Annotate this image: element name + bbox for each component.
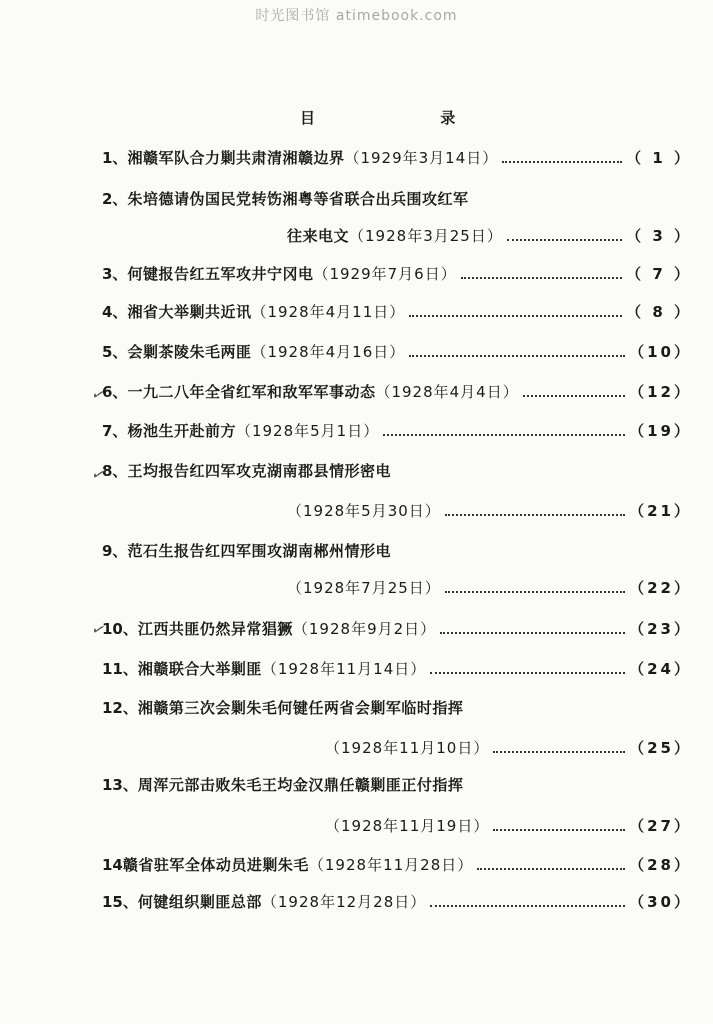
dot-leader [409,315,622,317]
watermark: 时光图书馆 atimebook.com [255,8,458,24]
toc-entry-5[interactable] [102,340,692,364]
dot-leader [430,672,625,674]
entry-page: （30） [629,893,692,911]
toc-entry-8-continued[interactable] [287,499,692,523]
entry-number: 9、 [102,542,128,560]
entry-number: 4、 [102,303,128,321]
entry-number: 6、 [102,383,128,401]
entry-page: （24） [629,660,692,678]
entry-page: （ 7 ） [626,265,692,283]
toc-entry-9-continued[interactable] [287,576,692,600]
entry-number: 15、 [102,893,138,911]
dot-leader [523,395,625,397]
entry-number: 8、 [102,462,128,480]
toc-entry-4[interactable] [102,300,692,324]
entry-page: （25） [629,739,692,757]
toc-entry-15[interactable] [102,890,692,914]
entry-number: 1、 [102,149,128,167]
dot-leader [461,277,622,279]
entry-number: 12、 [102,699,138,717]
entry-date: （1929年7月6日） [313,265,457,283]
entry-title: 往来电文 [287,227,350,245]
toc-entry-13[interactable] [102,773,692,797]
toc-entry-8[interactable] [102,459,692,483]
toc-entry-12-continued[interactable] [325,736,692,760]
dot-leader [409,355,625,357]
entry-number: 7、 [102,422,128,440]
check-mark-icon: ✓ [89,463,109,486]
dot-leader [507,239,622,241]
entry-title: 范石生报告红四军围攻湖南郴州情形电 [127,542,391,560]
check-mark-icon: ✓ [89,618,109,641]
toc-entry-2-continued[interactable] [287,224,692,248]
entry-number: 5、 [102,343,128,361]
entry-title: 何键报告红五军攻井宁冈电 [127,265,314,283]
entry-title: 江西共匪仍然异常猖獗 [137,620,293,638]
toc-entry-2[interactable] [102,187,692,211]
entry-number: 14 [102,856,123,874]
toc-entry-9[interactable] [102,539,692,563]
toc-entry-13-continued[interactable] [325,814,692,838]
dot-leader [493,751,625,753]
toc-entry-7[interactable] [102,419,692,443]
check-mark-icon: ✓ [89,383,109,406]
entry-date: （1928年3月25日） [349,227,503,245]
entry-page: （27） [629,817,692,835]
entry-title: 湘省大举剿共近讯 [127,303,252,321]
entry-page: （10） [629,343,692,361]
entry-date: （1928年11月14日） [261,660,427,678]
entry-title: 周浑元部击败朱毛王均金汉鼎任赣剿匪正付指挥 [137,776,464,794]
entry-number: 13、 [102,776,138,794]
toc-entry-3[interactable] [102,262,692,286]
toc-entry-14[interactable] [102,853,692,877]
entry-date: （1928年7月25日） [287,579,441,597]
entry-date: （1928年4月11日） [251,303,406,321]
entry-title: 湘赣第三次会剿朱毛何键任两省会剿军临时指挥 [137,699,464,717]
entry-page: （ 8 ） [626,303,692,321]
entry-page: （28） [629,856,692,874]
entry-title: 何键组织剿匪总部 [137,893,262,911]
entry-title: 湘赣军队合力剿共肃清湘赣边界 [127,149,345,167]
entry-title: 会剿茶陵朱毛两匪 [127,343,252,361]
entry-number: 11、 [102,660,138,678]
dot-leader [430,905,625,907]
entry-title: 一九二八年全省红军和敌军军事动态 [127,383,376,401]
dot-leader [502,161,622,163]
entry-date: （1928年12月28日） [261,893,427,911]
dot-leader [477,868,625,870]
page-title: 目 录 [300,109,516,127]
entry-page: （23） [629,620,692,638]
entry-number: 2、 [102,190,128,208]
entry-page: （12） [629,383,692,401]
dot-leader [440,632,625,634]
entry-title: 朱培德请伪国民党转饬湘粤等省联合出兵围攻红军 [127,190,469,208]
dot-leader [445,514,625,516]
entry-date: （1928年5月1日） [235,422,380,440]
entry-date: （1928年5月30日） [287,502,441,520]
entry-page: （19） [629,422,692,440]
entry-date: （1928年11月19日） [325,817,490,835]
entry-title: 赣省驻军全体动员进剿朱毛 [122,856,309,874]
entry-date: （1928年11月10日） [325,739,490,757]
dot-leader [445,591,625,593]
entry-page: （ 1 ） [626,149,692,167]
toc-entry-1[interactable] [102,146,692,170]
entry-number: 10、 [102,620,138,638]
toc-entry-6[interactable] [102,380,692,404]
entry-date: （1929年3月14日） [344,149,499,167]
entry-page: （ 3 ） [626,227,692,245]
entry-date: （1928年4月16日） [251,343,406,361]
entry-title: 杨池生开赴前方 [127,422,236,440]
entry-page: （22） [629,579,692,597]
entry-page: （21） [629,502,692,520]
toc-entry-12[interactable] [102,696,692,720]
dot-leader [383,434,625,436]
toc-entry-10[interactable] [102,617,692,641]
dot-leader [493,829,625,831]
entry-title: 王均报告红四军攻克湖南郡县情形密电 [127,462,391,480]
entry-date: （1928年11月28日） [308,856,474,874]
entry-date: （1928年9月2日） [292,620,437,638]
entry-title: 湘赣联合大举剿匪 [137,660,262,678]
toc-entry-11[interactable] [102,657,692,681]
entry-date: （1928年4月4日） [375,383,519,401]
entry-number: 3、 [102,265,128,283]
